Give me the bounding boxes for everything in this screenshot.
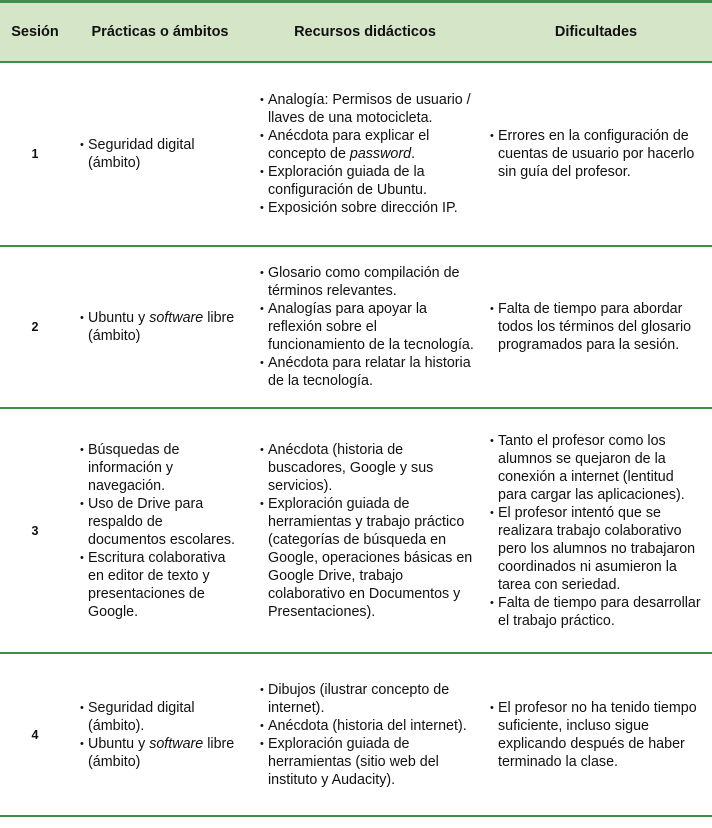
list-item bbox=[80, 699, 244, 735]
list-item bbox=[80, 735, 244, 771]
list-item bbox=[260, 354, 474, 390]
list-item bbox=[260, 91, 474, 127]
session-number: 1 bbox=[31, 147, 39, 161]
item-text: libre (ámbito) bbox=[88, 735, 235, 770]
list-item bbox=[260, 717, 474, 735]
practicas-cell bbox=[70, 246, 250, 408]
item-text: El profesor intentó que se realizara trabajo colaborativo pero los alumnos no trabajaron coordinados ni asumieron la tarea con seriedad. bbox=[498, 504, 696, 593]
item-text: Exposición sobre dirección IP. bbox=[268, 200, 458, 216]
italic-term: software bbox=[149, 735, 204, 752]
item-text: Exploración guiada de herramientas (sitio web del instituto y Audacity). bbox=[268, 735, 439, 788]
practicas-cell bbox=[70, 653, 250, 816]
item-text: Seguridad digital (ámbito) bbox=[88, 137, 195, 171]
recursos-cell bbox=[250, 246, 480, 408]
item-text: Analogías para apoyar la reflexión sobre el funcionamiento de la tecnología. bbox=[268, 301, 474, 353]
recursos-cell bbox=[250, 653, 480, 816]
header-row bbox=[0, 2, 712, 63]
session-number: 3 bbox=[31, 523, 39, 538]
table-row bbox=[0, 246, 712, 408]
list-item bbox=[490, 699, 706, 771]
header-sesion: Sesión bbox=[0, 2, 70, 63]
list-item bbox=[260, 199, 474, 217]
item-text: Anécdota para relatar la historia de la tecnología. bbox=[268, 355, 471, 389]
list-item bbox=[490, 594, 706, 630]
list-item bbox=[80, 549, 244, 621]
practicas-cell bbox=[70, 408, 250, 653]
item-text: Seguridad digital (ámbito). bbox=[88, 699, 195, 734]
table-row bbox=[0, 653, 712, 816]
list-item bbox=[260, 264, 474, 300]
item-text: Uso de Drive para respaldo de documentos escolares. bbox=[88, 495, 236, 548]
dificultades-cell bbox=[480, 408, 712, 653]
list-item bbox=[260, 300, 474, 354]
list-item bbox=[80, 309, 244, 345]
list-item bbox=[490, 300, 706, 354]
header-recursos: Recursos didácticos bbox=[250, 2, 480, 63]
item-text: Anécdota (historia de buscadores, Google y sus servicios). bbox=[268, 441, 434, 494]
item-text: Falta de tiempo para abordar todos los términos del glosario programados para la sesión. bbox=[498, 301, 692, 353]
practicas-cell bbox=[70, 62, 250, 246]
dificultades-cell bbox=[480, 246, 712, 408]
list-item bbox=[260, 127, 474, 163]
item-text: Tanto el profesor como los alumnos se quejaron de la conexión a internet (lentitud para cargar las aplicaciones). bbox=[498, 432, 685, 503]
item-text: Anécdota para explicar el concepto de bbox=[268, 128, 430, 162]
session-number: 2 bbox=[31, 320, 39, 334]
item-text: Anécdota (historia del internet). bbox=[268, 717, 467, 734]
item-text: Ubuntu y bbox=[88, 310, 150, 326]
italic-term: password bbox=[349, 146, 412, 162]
table-row bbox=[0, 408, 712, 653]
item-text: Analogía: Permisos de usuario / llaves de una motocicleta. bbox=[268, 92, 471, 126]
item-text: Exploración guiada de la configuración de Ubuntu. bbox=[268, 164, 427, 198]
table-row bbox=[0, 62, 712, 246]
item-text: El profesor no ha tenido tiempo suficiente, incluso sigue explicando después de haber terminado la clase. bbox=[498, 699, 697, 770]
item-text: Falta de tiempo para desarrollar el trabajo práctico. bbox=[498, 594, 701, 629]
dificultades-cell bbox=[480, 653, 712, 816]
item-text: Dibujos (ilustrar concepto de internet). bbox=[268, 681, 450, 716]
list-item bbox=[260, 441, 474, 495]
dificultades-cell bbox=[480, 62, 712, 246]
italic-term: software bbox=[149, 310, 204, 326]
list-item bbox=[80, 441, 244, 495]
session-number: 4 bbox=[31, 727, 39, 742]
list-item bbox=[80, 136, 244, 172]
recursos-cell bbox=[250, 62, 480, 246]
item-text: Búsquedas de información y navegación. bbox=[88, 441, 180, 494]
recursos-cell bbox=[250, 408, 480, 653]
list-item bbox=[490, 127, 706, 181]
list-item bbox=[260, 735, 474, 789]
list-item bbox=[490, 504, 706, 594]
list-item bbox=[80, 495, 244, 549]
list-item bbox=[260, 495, 474, 621]
list-item bbox=[260, 681, 474, 717]
item-text: . bbox=[411, 146, 416, 162]
item-text: Ubuntu y bbox=[88, 735, 150, 752]
item-text: Exploración guiada de herramientas y trabajo práctico (categorías de búsqueda en Google, operaciones básicas en Google Drive, trabajo colaborativo en Documentos y Presentaciones). bbox=[268, 495, 473, 620]
item-text: Escritura colaborativa en editor de texto y presentaciones de Google. bbox=[88, 549, 226, 620]
item-text: Errores en la configuración de cuentas de usuario por hacerlo sin guía del profesor. bbox=[498, 128, 695, 180]
item-text: Glosario como compilación de términos relevantes. bbox=[268, 265, 460, 299]
list-item bbox=[260, 163, 474, 199]
header-practicas: Prácticas o ámbitos bbox=[70, 2, 250, 63]
header-dificultades: Dificultades bbox=[480, 2, 712, 63]
item-text: libre (ámbito) bbox=[88, 310, 235, 344]
list-item bbox=[490, 432, 706, 504]
